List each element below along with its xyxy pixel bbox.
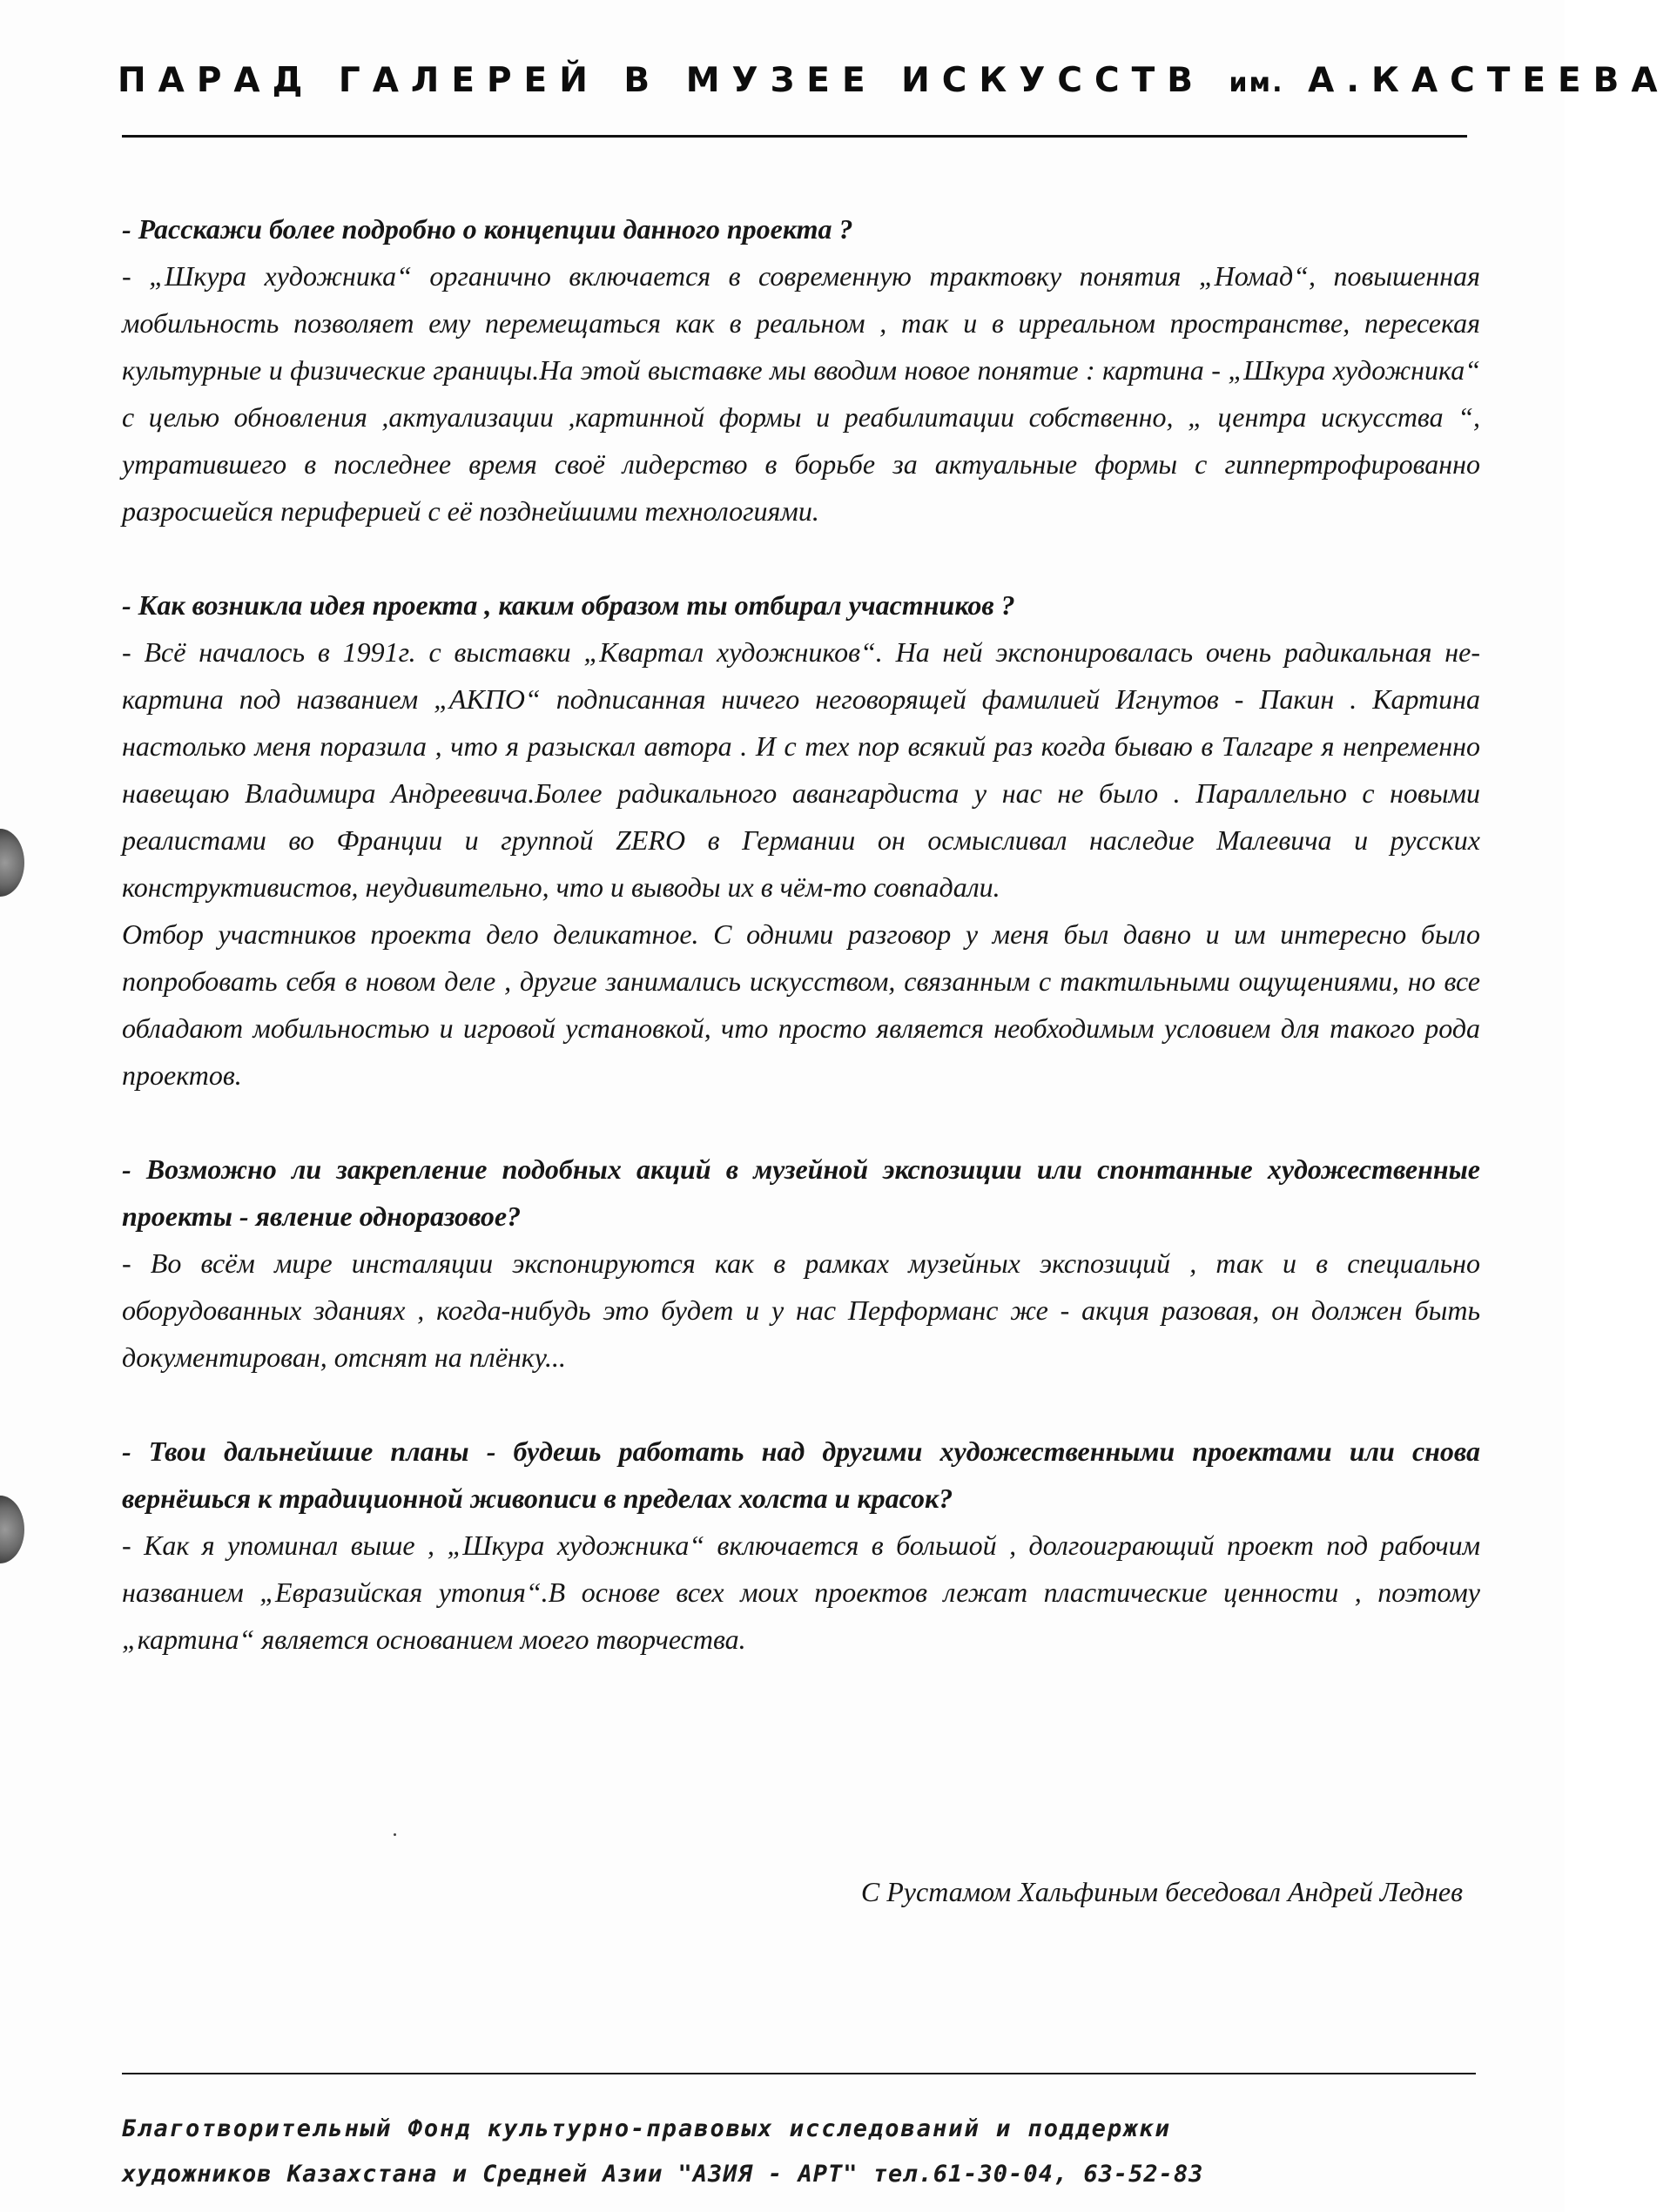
header-title-part2: А.КАСТЕЕВА bbox=[1308, 61, 1670, 100]
answer-continued: Отбор участников проекта дело деликатное. С одними разговор у меня был давно и им интересно было попробовать себя в новом деле , другие занимались искусством, связанным с тактильными ощущениями, но все обладают мобильностью и игровой установкой, что просто является необходимым условием для такого рода проектов. bbox=[122, 918, 1480, 1091]
paper-speck bbox=[394, 1833, 396, 1836]
qa-block-2 bbox=[122, 582, 1480, 1099]
answer: - Всё началось в 1991г. с выставки „Квартал художников“. На ней экспонировалась очень радикальная не-картина под названием „АКПО“ подписанная ничего неговорящей фамилией Игнутов - Пакин . Картина настолько меня поразила , что я разыскал автора . И с тех пор всякий раз когда бываю в Талгаре я непременно навещаю Владимира Андреевича.Более радикального авангардиста у нас не было . Параллельно с новыми реалистами во Франции и группой ZERO в Германии он осмысливал наследие Малевича и русских конструктивистов, неудивительно, что и выводы их в чём-то совпадали. bbox=[122, 636, 1480, 903]
answer: - Как я упоминал выше , „Шкура художника“ включается в большой , долгоиграющий проект под рабочим названием „Евразийская утопия“.В основе всех моих проектов лежат пластические ценности , поэтому „картина“ является основанием моего творчества. bbox=[122, 1530, 1480, 1655]
question: - Возможно ли закрепление подобных акций в музейной экспозиции или спонтанные художественные проекты - явление одноразовое? bbox=[122, 1153, 1480, 1232]
qa-block-1 bbox=[122, 205, 1480, 535]
qa-block-4 bbox=[122, 1428, 1480, 1663]
binder-hole bbox=[0, 1496, 24, 1563]
header-title-abbrev: им. bbox=[1229, 68, 1284, 98]
question: - Как возникла идея проекта , каким образом ты отбирал участников ? bbox=[122, 589, 1015, 621]
question: - Твои дальнейшие планы - будешь работать над другими художественными проектами или снова вернёшься к традиционной живописи в пределах холста и красок? bbox=[122, 1435, 1480, 1514]
footer-line-2: художников Казахстана и Средней Азии "АЗИЯ - АРТ" тел.61-30-04, 63-52-83 bbox=[122, 2161, 1204, 2188]
question: - Расскажи более подробно о концепции данного проекта ? bbox=[122, 213, 853, 245]
answer: - Во всём мире инсталяции экспонируются как в рамках музейных экспозиций , так и в специально оборудованных зданиях , когда-нибудь это будет и у нас Перформанс же - акция разовая, он должен быть документирован, отснят на плёнку... bbox=[122, 1247, 1480, 1373]
binder-hole bbox=[0, 829, 24, 897]
page-header-title bbox=[118, 61, 1670, 100]
footer bbox=[122, 2107, 1480, 2197]
qa-block-3 bbox=[122, 1146, 1480, 1381]
interview-body bbox=[122, 205, 1480, 1663]
footer-divider bbox=[122, 2073, 1476, 2074]
header-divider bbox=[122, 135, 1467, 138]
interview-signature: С Рустамом Хальфиным беседовал Андрей Леднев bbox=[860, 1876, 1463, 1907]
header-title-part1: ПАРАД ГАЛЕРЕЙ В МУЗЕЕ ИСКУССТВ bbox=[118, 61, 1205, 100]
footer-line-1: Благотворительный Фонд культурно-правовых исследований и поддержки bbox=[122, 2115, 1171, 2142]
answer: - „Шкура художника“ органично включается в современную трактовку понятия „Номад“, повышенная мобильность позволяет ему перемещаться как в реальном , так и в ирреальном пространстве, пересекая культурные и физические границы.На этой выставке мы вводим новое понятие : картина - „Шкура художника“ с целью обновления ,актуализации ,картинной формы и реабилитации собственно, „ центра искусства “, утратившего в последнее время своё лидерство в борьбе за актуальные формы с гиппертрофированно разросшейся периферией с её позднейшими технологиями. bbox=[122, 260, 1480, 527]
